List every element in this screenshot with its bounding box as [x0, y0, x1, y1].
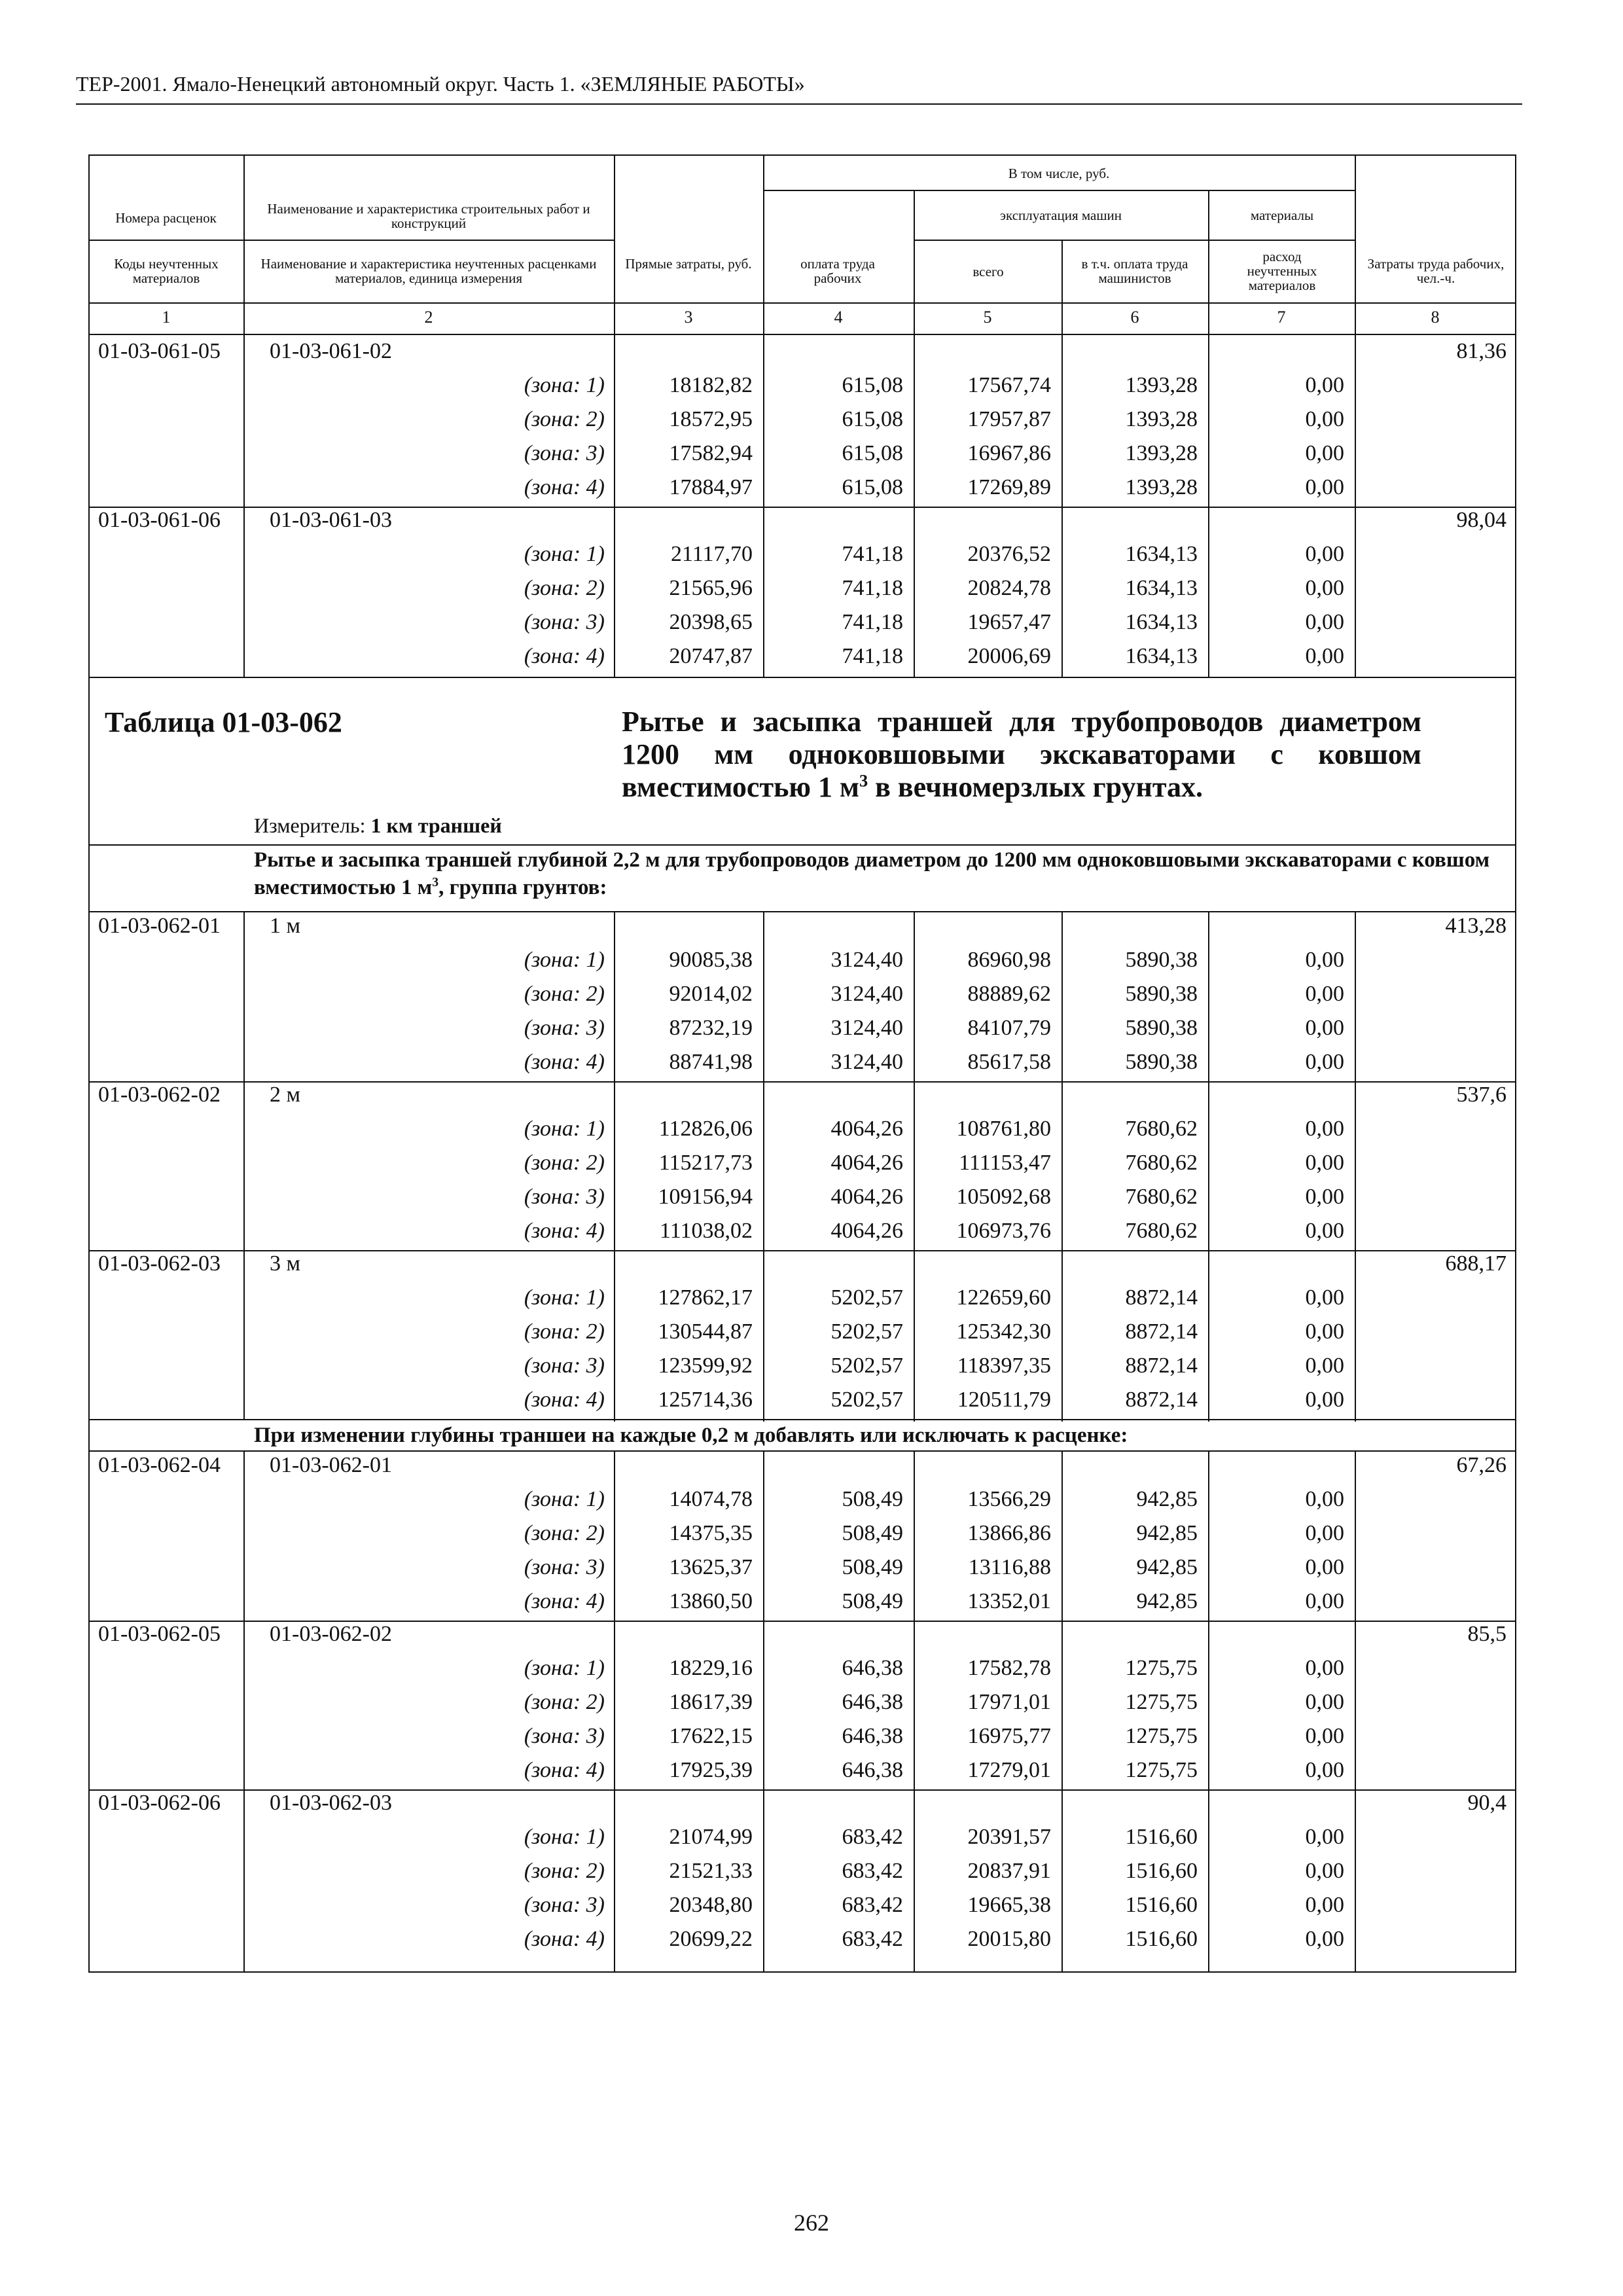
value-cell: 88889,62 [967, 982, 1051, 1006]
value-cell: 18229,16 [669, 1656, 753, 1680]
labor-cost: 85,5 [1467, 1622, 1507, 1646]
zone-label: (зона: 1) [524, 542, 605, 566]
value-cell: 17582,94 [669, 441, 753, 465]
section2-bottom-rule [88, 1450, 1516, 1452]
value-cell: 13625,37 [669, 1555, 753, 1579]
value-cell: 942,85 [1136, 1555, 1198, 1579]
value-cell: 4064,26 [830, 1185, 903, 1209]
value-cell: 20006,69 [967, 644, 1051, 668]
value-cell: 16975,77 [967, 1724, 1051, 1748]
value-cell: 5202,57 [830, 1388, 903, 1412]
value-cell: 508,49 [842, 1589, 903, 1613]
title-sup: 3 [859, 770, 868, 791]
group-separator [88, 1081, 1516, 1083]
value-cell: 0,00 [1305, 1354, 1344, 1378]
zone-label: (зона: 4) [524, 1589, 605, 1613]
zone-label: (зона: 2) [524, 576, 605, 600]
zone-label: (зона: 2) [524, 1521, 605, 1545]
value-cell: 88741,98 [669, 1050, 753, 1074]
value-cell: 20398,65 [669, 610, 753, 634]
col4-label: оплата труда рабочих [800, 256, 875, 286]
value-cell: 741,18 [842, 610, 903, 634]
value-cell: 1275,75 [1125, 1690, 1198, 1714]
value-cell: 1634,13 [1125, 644, 1198, 668]
value-cell: 14375,35 [669, 1521, 753, 1545]
value-cell: 8872,14 [1125, 1388, 1198, 1412]
value-cell: 741,18 [842, 644, 903, 668]
value-cell: 5890,38 [1125, 1016, 1198, 1040]
value-cell: 20837,91 [967, 1859, 1051, 1883]
zone-label: (зона: 4) [524, 475, 605, 499]
value-cell: 0,00 [1305, 982, 1344, 1006]
value-cell: 17567,74 [967, 373, 1051, 397]
value-cell: 17622,15 [669, 1724, 753, 1748]
zone-label: (зона: 1) [524, 373, 605, 397]
zone-label: (зона: 4) [524, 1388, 605, 1412]
value-cell: 0,00 [1305, 1151, 1344, 1175]
section1-bottom-rule [88, 911, 1516, 912]
rate-name: 01-03-062-02 [270, 1622, 392, 1646]
value-cell: 0,00 [1305, 1724, 1344, 1748]
zone-label: (зона: 2) [524, 1319, 605, 1344]
zone-label: (зона: 3) [524, 1354, 605, 1378]
col-line-6 [1208, 190, 1209, 677]
value-cell: 20015,80 [967, 1927, 1051, 1951]
zone-label: (зона: 3) [524, 1555, 605, 1579]
value-cell: 1634,13 [1125, 576, 1198, 600]
value-cell: 1516,60 [1125, 1893, 1198, 1917]
value-cell: 1516,60 [1125, 1927, 1198, 1951]
value-cell: 92014,02 [669, 982, 753, 1006]
col5-label: всего [972, 264, 1004, 279]
value-cell: 4064,26 [830, 1151, 903, 1175]
value-cell: 108761,80 [956, 1117, 1051, 1141]
value-cell: 17269,89 [967, 475, 1051, 499]
col6-label: в т.ч. оплата труда машинистов [1081, 256, 1188, 286]
section2-top-rule [88, 1419, 1516, 1420]
value-cell: 17925,39 [669, 1758, 753, 1782]
zone-label: (зона: 1) [524, 1117, 605, 1141]
value-cell: 17279,01 [967, 1758, 1051, 1782]
value-cell: 21117,70 [671, 542, 753, 566]
value-cell: 0,00 [1305, 644, 1344, 668]
section1-heading [254, 846, 1497, 901]
section1-sup: 3 [432, 875, 439, 889]
value-cell: 4064,26 [830, 1117, 903, 1141]
value-cell: 7680,62 [1125, 1185, 1198, 1209]
zone-label: (зона: 1) [524, 1487, 605, 1511]
value-cell: 741,18 [842, 576, 903, 600]
value-cell: 5202,57 [830, 1285, 903, 1310]
value-cell: 0,00 [1305, 1690, 1344, 1714]
rate-name: 01-03-061-03 [270, 508, 392, 532]
labor-cost: 688,17 [1445, 1251, 1507, 1276]
value-cell: 21074,99 [669, 1825, 753, 1849]
value-cell: 118397,35 [957, 1354, 1051, 1378]
value-cell: 0,00 [1305, 1825, 1344, 1849]
machines-label: эксплуатация машин [1000, 207, 1122, 223]
value-cell: 0,00 [1305, 1487, 1344, 1511]
zone-label: (зона: 4) [524, 1927, 605, 1951]
col1-top-label: Номера расценок [115, 210, 217, 226]
unit-label: Измеритель: [254, 814, 371, 837]
value-cell: 0,00 [1305, 1319, 1344, 1344]
value-cell: 20824,78 [967, 576, 1051, 600]
page-number: 262 [794, 2210, 829, 2236]
value-cell: 0,00 [1305, 576, 1344, 600]
header-rule-2 [914, 240, 1355, 241]
value-cell: 3124,40 [830, 982, 903, 1006]
value-cell: 20699,22 [669, 1927, 753, 1951]
value-cell: 20391,57 [967, 1825, 1051, 1849]
zone-label: (зона: 3) [524, 610, 605, 634]
value-cell: 0,00 [1305, 542, 1344, 566]
value-cell: 112826,06 [658, 1117, 753, 1141]
column-number: 3 [684, 308, 693, 327]
column-number: 2 [424, 308, 433, 327]
rate-name: 1 м [270, 914, 301, 938]
value-cell: 942,85 [1136, 1589, 1198, 1613]
value-cell: 0,00 [1305, 475, 1344, 499]
value-cell: 5202,57 [830, 1354, 903, 1378]
value-cell: 86960,98 [967, 948, 1051, 972]
value-cell: 19657,47 [967, 610, 1051, 634]
column-number: 7 [1277, 308, 1286, 327]
column-number: 8 [1431, 308, 1440, 327]
value-cell: 1393,28 [1125, 475, 1198, 499]
header-rule-4 [88, 302, 1516, 304]
value-cell: 8872,14 [1125, 1354, 1198, 1378]
rate-code: 01-03-061-05 [98, 339, 221, 363]
value-cell: 14074,78 [669, 1487, 753, 1511]
value-cell: 125714,36 [658, 1388, 753, 1412]
running-header: ТЕР-2001. Ямало-Ненецкий автономный округ. Часть 1. «ЗЕМЛЯНЫЕ РАБОТЫ» [76, 72, 805, 96]
value-cell: 615,08 [842, 373, 903, 397]
rate-code: 01-03-062-02 [98, 1083, 221, 1107]
zone-label: (зона: 1) [524, 1285, 605, 1310]
incl-label: В том числе, руб. [1008, 166, 1110, 181]
zone-label: (зона: 3) [524, 1185, 605, 1209]
value-cell: 0,00 [1305, 1117, 1344, 1141]
table-title-text: Рытье и засыпка траншей для трубопроводов диаметром 1200 мм одноковшовыми экскаваторами с ковшом вместимостью 1 м [622, 706, 1421, 803]
rate-name: 01-03-061-02 [270, 339, 392, 363]
value-cell: 615,08 [842, 475, 903, 499]
zone-label: (зона: 4) [524, 1219, 605, 1243]
value-cell: 7680,62 [1125, 1151, 1198, 1175]
value-cell: 508,49 [842, 1555, 903, 1579]
value-cell: 8872,14 [1125, 1319, 1198, 1344]
value-cell: 106973,76 [956, 1219, 1051, 1243]
value-cell: 20348,80 [669, 1893, 753, 1917]
value-cell: 683,42 [842, 1825, 903, 1849]
value-cell: 130544,87 [658, 1319, 753, 1344]
value-cell: 0,00 [1305, 948, 1344, 972]
value-cell: 3124,40 [830, 1016, 903, 1040]
value-cell: 0,00 [1305, 1219, 1344, 1243]
table-title [622, 706, 1421, 804]
value-cell: 5890,38 [1125, 1050, 1198, 1074]
header-rule-1 [763, 190, 1355, 191]
col8-label: Затраты труда рабочих, чел.-ч. [1367, 256, 1505, 286]
materials-label: материалы [1250, 207, 1314, 223]
value-cell: 508,49 [842, 1521, 903, 1545]
value-cell: 646,38 [842, 1656, 903, 1680]
section2-heading: При изменении глубины траншеи на каждые 0,2 м добавлять или исключать к расценке: [249, 1422, 1510, 1450]
labor-cost: 537,6 [1456, 1083, 1507, 1107]
zone-label: (зона: 1) [524, 1825, 605, 1849]
zone-label: (зона: 2) [524, 1859, 605, 1883]
value-cell: 1393,28 [1125, 441, 1198, 465]
value-cell: 0,00 [1305, 1555, 1344, 1579]
zone-label: (зона: 2) [524, 1151, 605, 1175]
col2-bottom-label: Наименование и характеристика неучтенных расценками материалов, единица измерения [260, 256, 597, 286]
value-cell: 0,00 [1305, 1893, 1344, 1917]
value-cell: 21521,33 [669, 1859, 753, 1883]
value-cell: 17582,78 [967, 1656, 1051, 1680]
labor-cost: 98,04 [1456, 508, 1507, 532]
value-cell: 0,00 [1305, 1050, 1344, 1074]
col-line-7 [1355, 154, 1356, 677]
value-cell: 0,00 [1305, 1589, 1344, 1613]
value-cell: 942,85 [1136, 1487, 1198, 1511]
value-cell: 683,42 [842, 1859, 903, 1883]
value-cell: 0,00 [1305, 1758, 1344, 1782]
rate-name: 01-03-062-01 [270, 1453, 392, 1477]
value-cell: 109156,94 [658, 1185, 753, 1209]
column-number: 5 [983, 308, 992, 327]
section1-tail: , группа грунтов: [438, 876, 607, 899]
value-cell: 0,00 [1305, 373, 1344, 397]
rate-code: 01-03-062-03 [98, 1251, 221, 1276]
value-cell: 127862,17 [658, 1285, 753, 1310]
zone-label: (зона: 2) [524, 982, 605, 1006]
zone-label: (зона: 3) [524, 1893, 605, 1917]
value-cell: 20747,87 [669, 644, 753, 668]
rate-code: 01-03-062-04 [98, 1453, 221, 1477]
value-cell: 683,42 [842, 1927, 903, 1951]
value-cell: 942,85 [1136, 1521, 1198, 1545]
value-cell: 683,42 [842, 1893, 903, 1917]
value-cell: 17957,87 [967, 407, 1051, 431]
value-cell: 0,00 [1305, 1185, 1344, 1209]
zone-label: (зона: 4) [524, 1758, 605, 1782]
zone-label: (зона: 1) [524, 1656, 605, 1680]
labor-cost: 81,36 [1456, 339, 1507, 363]
unit-value: 1 км траншей [370, 814, 502, 837]
value-cell: 125342,30 [956, 1319, 1051, 1344]
zone-label: (зона: 4) [524, 644, 605, 668]
group-separator [88, 1250, 1516, 1251]
unit-of-measure [254, 814, 502, 838]
section1-text: Рытье и засыпка траншей глубиной 2,2 м для трубопроводов диаметром до 1200 мм одноковшовыми экскаваторами с ковшом вместимостью 1 м [254, 848, 1490, 899]
value-cell: 1393,28 [1125, 373, 1198, 397]
labor-cost: 413,28 [1445, 914, 1507, 938]
value-cell: 1634,13 [1125, 610, 1198, 634]
value-cell: 0,00 [1305, 1927, 1344, 1951]
table-title-tail: в вечномерзлых грунтах. [868, 771, 1204, 803]
value-cell: 1516,60 [1125, 1825, 1198, 1849]
value-cell: 13866,86 [967, 1521, 1051, 1545]
value-cell: 0,00 [1305, 1388, 1344, 1412]
table-number: Таблица 01-03-062 [105, 706, 342, 738]
value-cell: 20376,52 [967, 542, 1051, 566]
rate-code: 01-03-062-05 [98, 1622, 221, 1646]
value-cell: 105092,68 [956, 1185, 1051, 1209]
labor-cost: 67,26 [1456, 1453, 1507, 1477]
header-rule-3 [88, 240, 614, 241]
zone-label: (зона: 3) [524, 1016, 605, 1040]
section2-mask-left [90, 1420, 247, 1450]
value-cell: 1634,13 [1125, 542, 1198, 566]
column-number: 1 [162, 308, 171, 327]
value-cell: 18617,39 [669, 1690, 753, 1714]
col2-top-label: Наименование и характеристика строительных работ и конструкций [267, 201, 590, 231]
value-cell: 123599,92 [658, 1354, 753, 1378]
value-cell: 741,18 [842, 542, 903, 566]
value-cell: 17884,97 [669, 475, 753, 499]
col3-label: Прямые затраты, руб. [625, 256, 752, 272]
value-cell: 21565,96 [669, 576, 753, 600]
zone-label: (зона: 3) [524, 441, 605, 465]
value-cell: 0,00 [1305, 610, 1344, 634]
rate-code: 01-03-062-01 [98, 914, 221, 938]
value-cell: 13566,29 [967, 1487, 1051, 1511]
value-cell: 87232,19 [669, 1016, 753, 1040]
column-number: 6 [1130, 308, 1139, 327]
rate-name: 01-03-062-03 [270, 1791, 392, 1815]
value-cell: 4064,26 [830, 1219, 903, 1243]
value-cell: 8872,14 [1125, 1285, 1198, 1310]
col1-bottom-label: Коды неучтенных материалов [114, 256, 219, 286]
zone-label: (зона: 2) [524, 1690, 605, 1714]
value-cell: 120511,79 [957, 1388, 1051, 1412]
value-cell: 508,49 [842, 1487, 903, 1511]
value-cell: 646,38 [842, 1724, 903, 1748]
value-cell: 5890,38 [1125, 982, 1198, 1006]
value-cell: 1393,28 [1125, 407, 1198, 431]
value-cell: 17971,01 [967, 1690, 1051, 1714]
value-cell: 18182,82 [669, 373, 753, 397]
value-cell: 111038,02 [660, 1219, 753, 1243]
value-cell: 0,00 [1305, 1285, 1344, 1310]
value-cell: 5202,57 [830, 1319, 903, 1344]
value-cell: 1275,75 [1125, 1758, 1198, 1782]
zone-label: (зона: 1) [524, 948, 605, 972]
rate-name: 3 м [270, 1251, 301, 1276]
value-cell: 13116,88 [968, 1555, 1051, 1579]
col-line-1 [243, 154, 245, 677]
value-cell: 0,00 [1305, 1656, 1344, 1680]
col7-label: расход неучтенных материалов [1247, 249, 1317, 293]
col-line-4 [914, 190, 915, 677]
value-cell: 3124,40 [830, 948, 903, 972]
value-cell: 3124,40 [830, 1050, 903, 1074]
rate-code: 01-03-061-06 [98, 508, 221, 532]
column-number: 4 [834, 308, 843, 327]
value-cell: 19665,38 [967, 1893, 1051, 1917]
value-cell: 615,08 [842, 407, 903, 431]
value-cell: 90085,38 [669, 948, 753, 972]
value-cell: 1275,75 [1125, 1724, 1198, 1748]
value-cell: 84107,79 [967, 1016, 1051, 1040]
value-cell: 85617,58 [967, 1050, 1051, 1074]
zone-label: (зона: 2) [524, 407, 605, 431]
rate-code: 01-03-062-06 [98, 1791, 221, 1815]
rate-name: 2 м [270, 1083, 301, 1107]
value-cell: 0,00 [1305, 1521, 1344, 1545]
value-cell: 7680,62 [1125, 1219, 1198, 1243]
value-cell: 111153,47 [959, 1151, 1051, 1175]
value-cell: 0,00 [1305, 441, 1344, 465]
value-cell: 115217,73 [658, 1151, 753, 1175]
header-rule [76, 103, 1522, 105]
zone-label: (зона: 4) [524, 1050, 605, 1074]
value-cell: 18572,95 [669, 407, 753, 431]
labor-cost: 90,4 [1467, 1791, 1507, 1815]
value-cell: 1275,75 [1125, 1656, 1198, 1680]
value-cell: 646,38 [842, 1758, 903, 1782]
header-rule-5 [88, 334, 1516, 335]
value-cell: 1516,60 [1125, 1859, 1198, 1883]
value-cell: 646,38 [842, 1690, 903, 1714]
value-cell: 0,00 [1305, 1016, 1344, 1040]
value-cell: 0,00 [1305, 407, 1344, 431]
value-cell: 16967,86 [967, 441, 1051, 465]
zone-label: (зона: 3) [524, 1724, 605, 1748]
value-cell: 13860,50 [669, 1589, 753, 1613]
value-cell: 13352,01 [967, 1589, 1051, 1613]
value-cell: 5890,38 [1125, 948, 1198, 972]
value-cell: 615,08 [842, 441, 903, 465]
value-cell: 0,00 [1305, 1859, 1344, 1883]
value-cell: 7680,62 [1125, 1117, 1198, 1141]
value-cell: 122659,60 [956, 1285, 1051, 1310]
